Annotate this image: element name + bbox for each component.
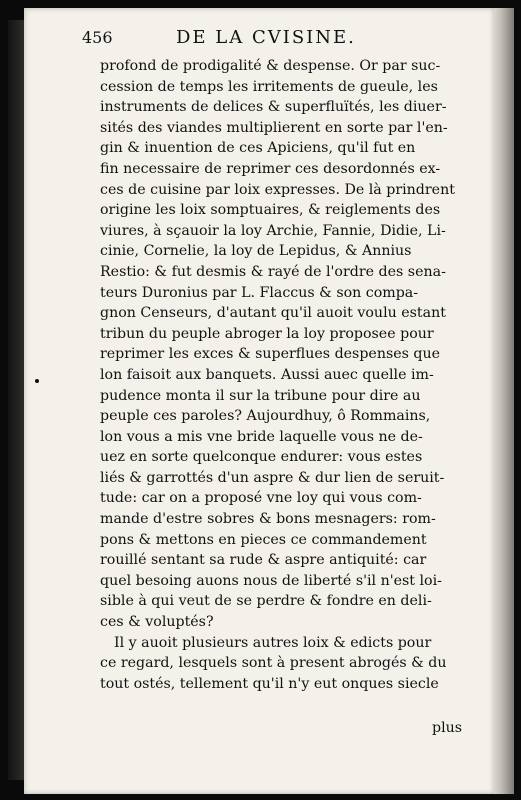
text-line: teurs Duronius par L. Flaccus & son compa-	[100, 284, 419, 301]
text-line: tribun du peuple abroger la loy proposee pour	[100, 325, 434, 342]
text-line: liés & garrottés d'un aspre & dur lien de seruit-	[100, 469, 445, 486]
text-line: profond de prodigalité & despense. Or par suc-	[100, 58, 441, 74]
text-line: lon faisoit aux banquets. Aussi auec quelle im-	[100, 366, 434, 383]
text-line: quel besoing auons nous de liberté s'il n'est loi-	[100, 572, 442, 589]
text-line: gin & inuention de ces Apiciens, qu'il fut en	[100, 140, 416, 157]
running-title: DE LA CVISINE.	[176, 27, 356, 48]
catchword: plus	[432, 720, 463, 736]
text-line: fin necessaire de reprimer ces desordonnés ex-	[100, 160, 441, 177]
text-line: gnon Censeurs, d'autant qu'il auoit voulu estant	[100, 305, 446, 322]
text-line: viures, à sçauoir la loy Archie, Fannie, Didie, Li-	[100, 222, 446, 239]
text-line: reprimer les exces & superflues despenses que	[100, 346, 441, 363]
text-line: ce regard, lesquels sont à present abrogés & du	[100, 655, 447, 672]
text-line: pudence monta il sur la tribune pour dire au	[100, 387, 421, 404]
text-line: mande d'estre sobres & bons mesnagers: rom-	[100, 511, 436, 528]
text-line: lon vous a mis vne bride laquelle vous ne de-	[100, 428, 423, 445]
text-line: Restio: & fut desmis & rayé de l'ordre des sena-	[100, 263, 446, 280]
text-line: cession de temps les irritements de gueule, les	[100, 78, 438, 95]
page-number: 456	[82, 28, 113, 47]
text-line: uez en sorte quelconque endurer: vous estes	[100, 449, 423, 466]
page-header	[82, 27, 472, 50]
text-line: cinie, Cornelie, la loy de Lepidus, & Annius	[100, 243, 412, 260]
left-page-edge	[8, 20, 24, 780]
text-line: ces de cuisine par loix expresses. De là prindrent	[100, 181, 455, 198]
margin-mark	[35, 379, 39, 383]
text-line: sités des viandes multiplierent en sorte par l'en-	[100, 119, 448, 136]
text-line: tude: car on a proposé vne loy qui vous com-	[100, 490, 422, 507]
text-line: tout ostés, tellement qu'il n'y eut onques siecle	[100, 675, 439, 692]
text-line: Il y auoit plusieurs autres loix & edicts pour	[114, 634, 432, 651]
text-line: origine les loix somptuaires, & reiglements des	[100, 202, 441, 219]
text-line: sible à qui veut de se perdre & fondre en deli-	[100, 593, 432, 610]
text-line: instruments de delices & superfluïtés, les diuer-	[100, 99, 447, 116]
text-line: ces & voluptés?	[100, 614, 214, 631]
text-line: peuple ces paroles? Aujourdhuy, ô Rommains,	[100, 408, 431, 425]
right-page-edge	[494, 8, 514, 794]
text-line: rouillé sentant sa rude & aspre antiquité: car	[100, 552, 427, 569]
text-line: pons & mettons en pieces ce commandement	[100, 531, 427, 548]
body-text	[100, 56, 470, 694]
